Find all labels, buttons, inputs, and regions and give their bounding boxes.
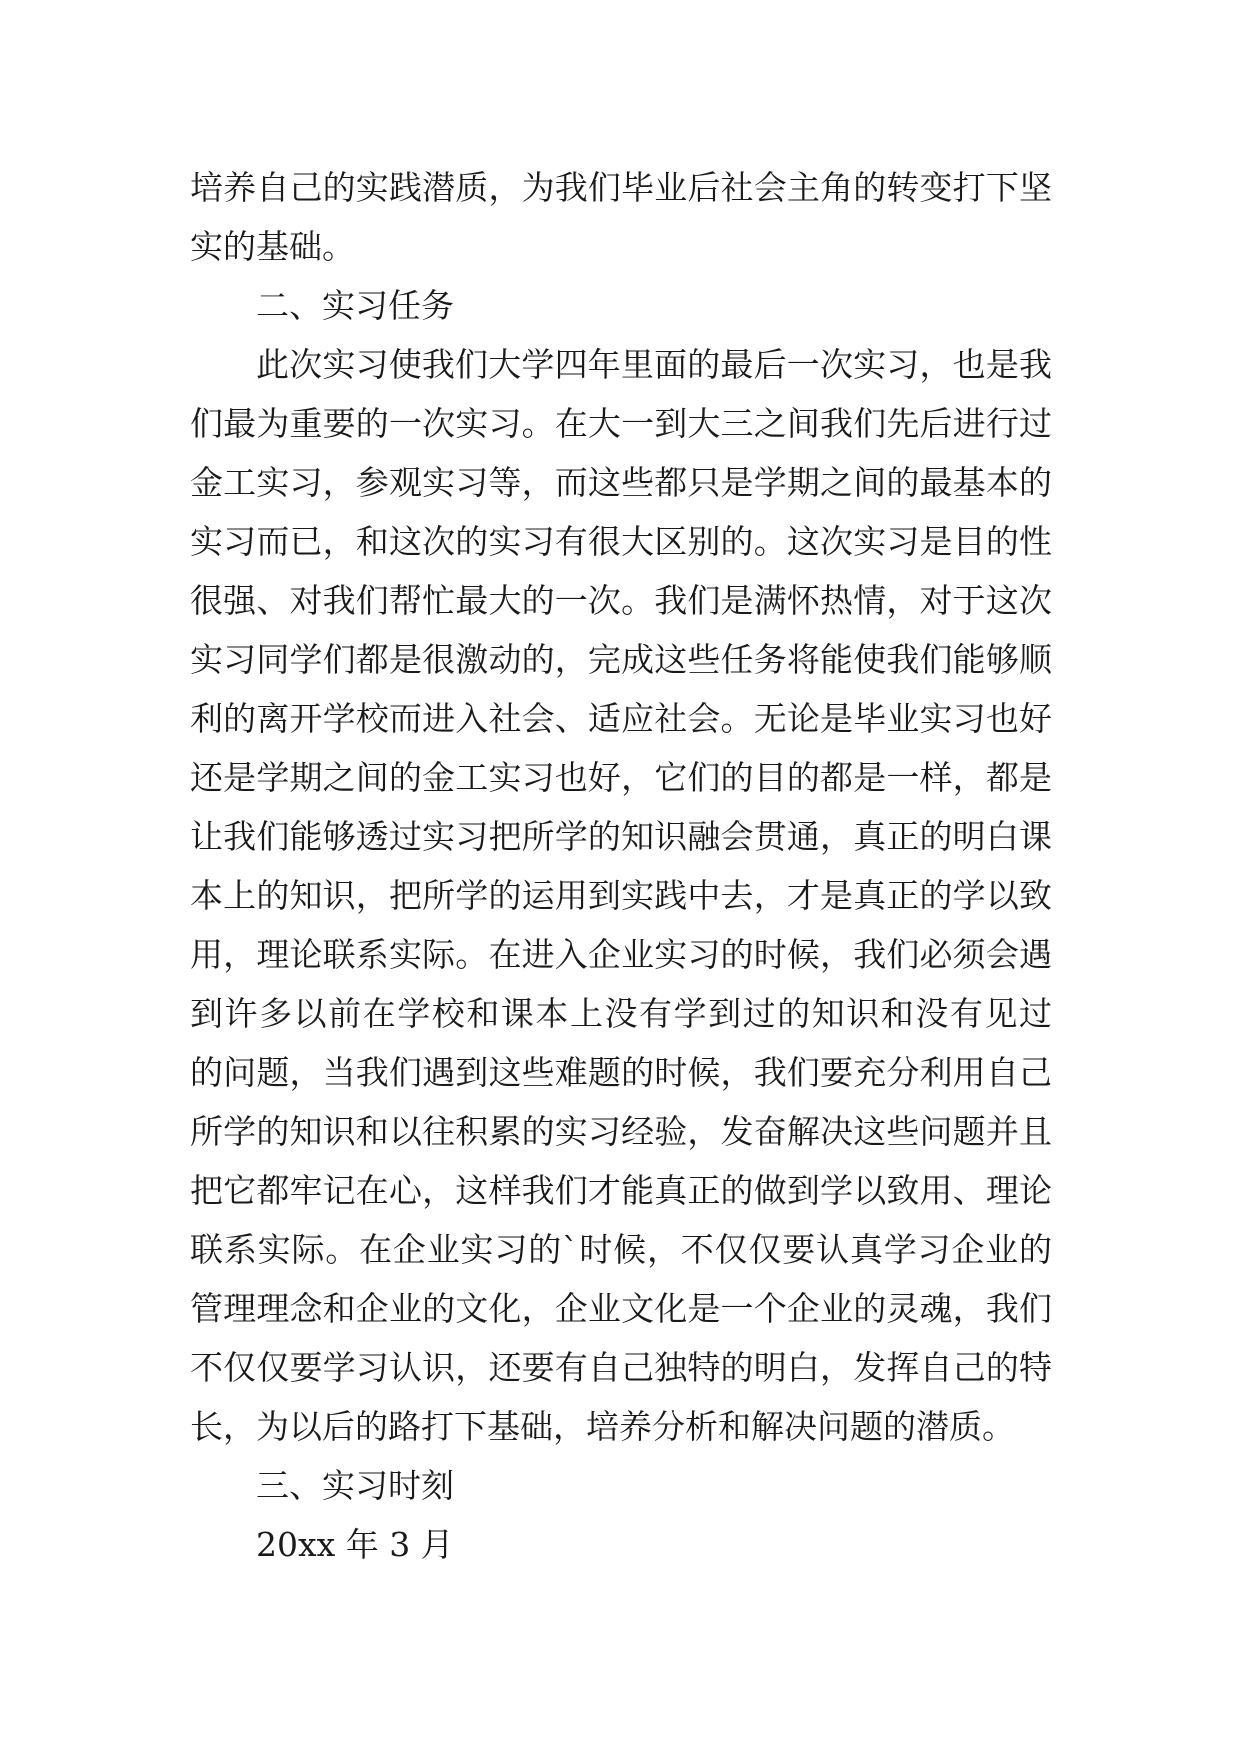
text-line: 20xx 年 3 月 bbox=[256, 1525, 454, 1564]
text-line: 用，理论联系实际。在进入企业实习的时候，我们必须会遇 bbox=[190, 935, 1052, 974]
text-line: 长，为以后的路打下基础，培养分析和解决问题的潜质。 bbox=[190, 1407, 1015, 1446]
text-line: 利的离开学校而进入社会、适应社会。无论是毕业实习也好 bbox=[190, 699, 1052, 738]
text-line: 所学的知识和以往积累的实习经验，发奋解决这些问题并且 bbox=[190, 1112, 1052, 1151]
section-heading: 三、实习时刻 bbox=[256, 1466, 454, 1505]
document-body bbox=[190, 158, 1052, 1574]
text-line: 联系实际。在企业实习的`时候，不仅仅要认真学习企业的 bbox=[190, 1230, 1052, 1269]
text-line: 实习同学们都是很激动的，完成这些任务将能使我们能够顺 bbox=[190, 640, 1052, 679]
text-line: 管理理念和企业的文化，企业文化是一个企业的灵魂，我们 bbox=[190, 1289, 1052, 1328]
text-line: 实习而已，和这次的实习有很大区别的。这次实习是目的性 bbox=[190, 522, 1052, 561]
text-line: 实的基础。 bbox=[190, 227, 355, 266]
text-line: 很强、对我们帮忙最大的一次。我们是满怀热情，对于这次 bbox=[190, 581, 1052, 620]
text-line: 培养自己的实践潜质，为我们毕业后社会主角的转变打下坚 bbox=[190, 168, 1052, 207]
text-line: 的问题，当我们遇到这些难题的时候，我们要充分利用自己 bbox=[190, 1053, 1052, 1092]
section-heading: 二、实习任务 bbox=[256, 286, 454, 325]
text-line: 不仅仅要学习认识，还要有自己独特的明白，发挥自己的特 bbox=[190, 1348, 1052, 1387]
text-line: 还是学期之间的金工实习也好，它们的目的都是一样，都是 bbox=[190, 758, 1052, 797]
text-line: 把它都牢记在心，这样我们才能真正的做到学以致用、理论 bbox=[190, 1171, 1052, 1210]
text-line: 金工实习，参观实习等，而这些都只是学期之间的最基本的 bbox=[190, 463, 1052, 502]
text-line: 本上的知识，把所学的运用到实践中去，才是真正的学以致 bbox=[190, 876, 1052, 915]
text-line: 到许多以前在学校和课本上没有学到过的知识和没有见过 bbox=[190, 994, 1052, 1033]
text-line: 此次实习使我们大学四年里面的最后一次实习，也是我 bbox=[256, 345, 1052, 384]
text-line: 们最为重要的一次实习。在大一到大三之间我们先后进行过 bbox=[190, 404, 1052, 443]
text-line: 让我们能够透过实习把所学的知识融会贯通，真正的明白课 bbox=[190, 817, 1052, 856]
